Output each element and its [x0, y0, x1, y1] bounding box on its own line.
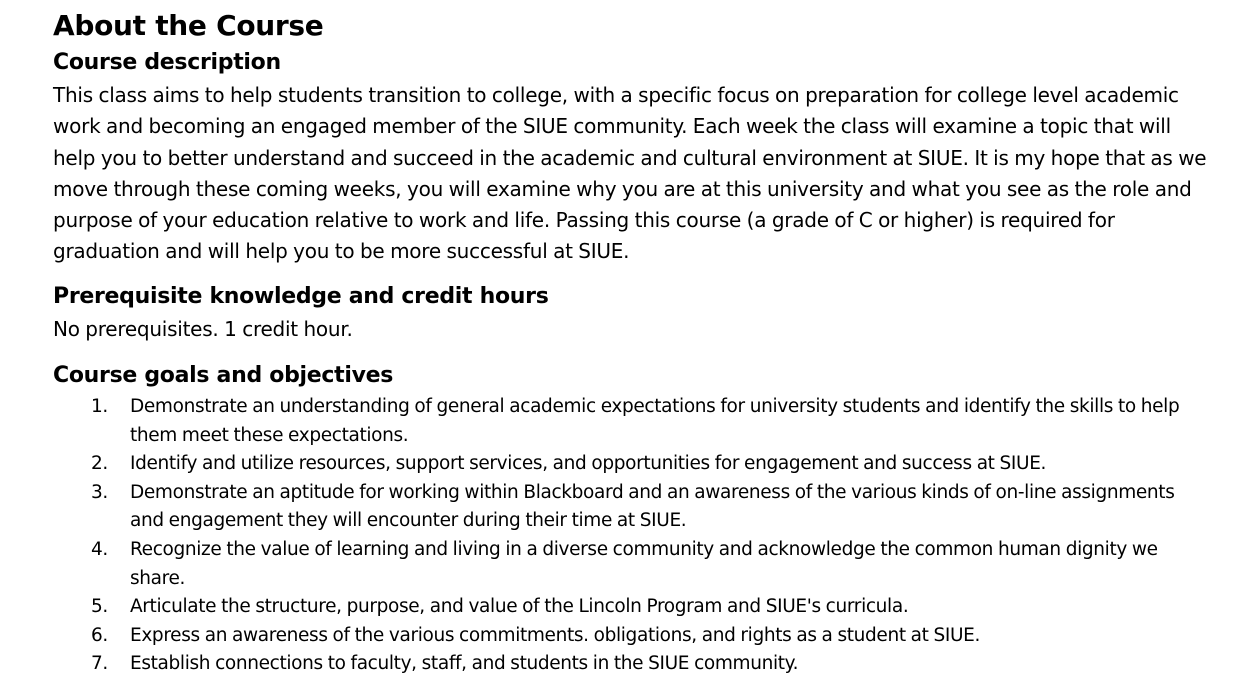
list-item-number: 2.: [91, 453, 108, 475]
course-description-text: This class aims to help students transition to college, with a specific focus on preparation for college level academic work and becoming an engaged member of the SIUE community. Each week the class will examine a topic that will help you to better understand and succeed in the academic and cultural environment at SIUE. It is my hope that as we move through these coming weeks, you will examine why you are at this university and what you see as the role and purpose of your education relative to work and life. Passing this course (a grade of C or higher) is required for graduation and will help you to be more successful at SIUE.: [53, 83, 1207, 264]
prerequisites-heading: Prerequisite knowledge and credit hours: [53, 283, 549, 309]
list-item-text: Recognize the value of learning and living in a diverse community and acknowledge the common human dignity we share.: [130, 539, 1158, 589]
list-item-text: Express an awareness of the various commitments. obligations, and rights as a student at SIUE.: [130, 624, 981, 646]
list-item-number: 6.: [91, 624, 108, 646]
list-item-text: Establish connections to faculty, staff, and students in the SIUE community.: [130, 653, 799, 675]
list-item: [53, 622, 1213, 651]
list-item-number: 5.: [91, 596, 108, 618]
list-item-number: 4.: [91, 539, 108, 561]
list-item-text: Articulate the structure, purpose, and value of the Lincoln Program and SIUE's curricula.: [130, 596, 909, 618]
list-item-number: 1.: [91, 396, 108, 418]
list-item: [53, 393, 1213, 450]
list-item-text: Demonstrate an understanding of general academic expectations for university students and identify the skills to help them meet these expectations.: [130, 396, 1180, 446]
list-item: [53, 650, 1213, 679]
list-item-text: Identify and utilize resources, support services, and opportunities for engagement and success at SIUE.: [130, 453, 1047, 475]
prerequisites-text: No prerequisites. 1 credit hour.: [53, 316, 353, 341]
page-title: About the Course: [53, 9, 324, 42]
list-item: [53, 536, 1213, 593]
list-item: [53, 479, 1213, 536]
goals-list: [53, 393, 1213, 679]
document-page: [53, 6, 1213, 679]
list-item: [53, 593, 1213, 622]
list-item-number: 7.: [91, 653, 108, 675]
list-item-text: Demonstrate an aptitude for working within Blackboard and an awareness of the various kinds of on-line assignments and engagement they will encounter during their time at SIUE.: [130, 481, 1175, 532]
list-item-number: 3.: [91, 481, 108, 503]
course-description-heading: Course description: [53, 50, 281, 75]
goals-heading: Course goals and objectives: [53, 363, 394, 389]
list-item: [53, 450, 1213, 479]
